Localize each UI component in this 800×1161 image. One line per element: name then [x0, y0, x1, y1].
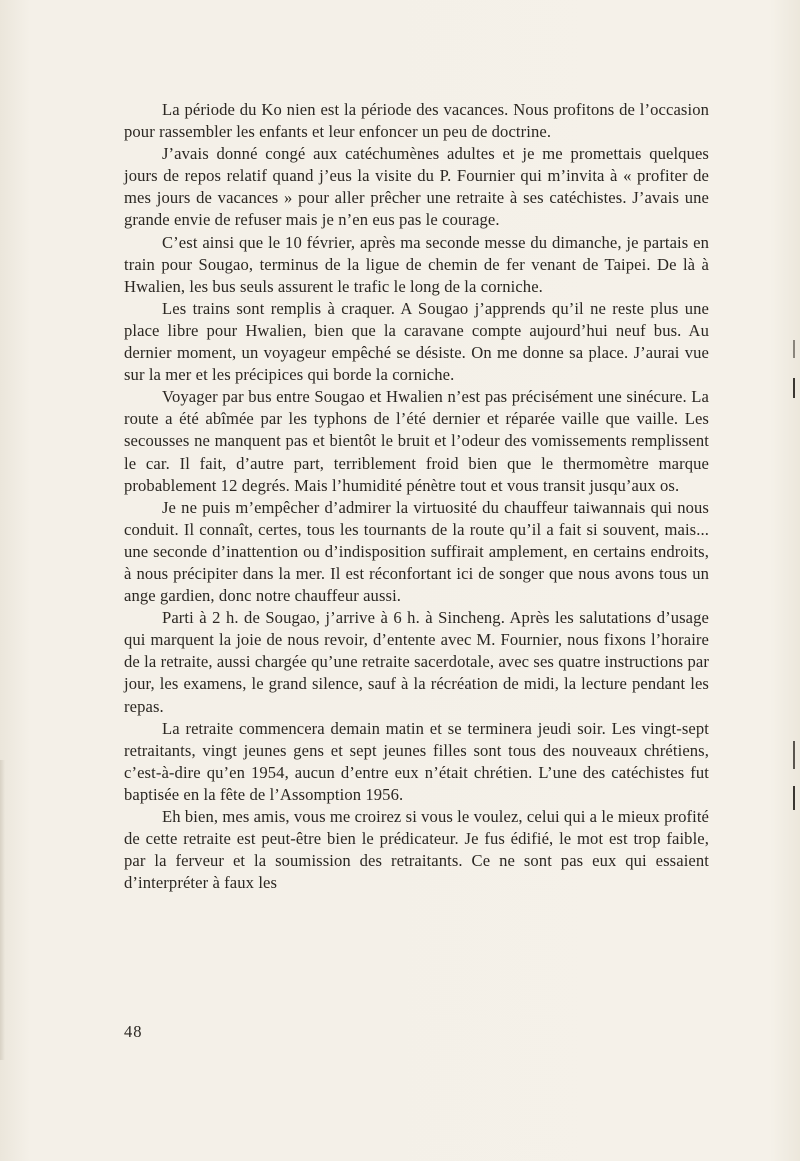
- scan-edge-mark: [793, 340, 795, 358]
- paragraph: La période du Ko nien est la période des vacances. Nous profitons de l’occasion pour rassembler les enfants et leur enfoncer un peu de doctrine.: [124, 100, 709, 142]
- paragraph: J’avais donné congé aux catéchumènes adultes et je me promettais quelques jours de repos relatif quand j’eus la visite du P. Fournier qui m’invita à « profiter de mes jours de vacances » pour aller prêcher une retraite à ses catéchistes. J’avais une grande envie de refuser mais je n’en eus pas le courage.: [124, 144, 709, 230]
- page-edge-shadow: [0, 760, 5, 1060]
- paragraph: C’est ainsi que le 10 février, après ma seconde messe du dimanche, je partais en train pour Sougao, terminus de la ligue de chemin de fer venant de Taipei. De là à Hwalien, les bus seuls assurent le trafic le long de la corniche.: [124, 232, 709, 296]
- paragraph: Les trains sont remplis à craquer. A Sougao j’apprends qu’il ne reste plus une place libre pour Hwalien, bien que la caravane compte aujourd’hui neuf bus. Au dernier moment, un voyageur empêché se désiste. On me donne sa place. J’aurai vue sur la mer et les précipices qui borde la corniche.: [124, 298, 709, 385]
- scan-edge-mark: [793, 741, 795, 769]
- paragraph: Eh bien, mes amis, vous me croirez si vous le voulez, celui qui a le mieux profité de cette retraite est peut-être bien le prédicateur. Je fus édifié, le mot est trop faible, par la ferveur et la soumission des retraitants. Ce ne sont pas eux qui essaient d’interpréter à faux les: [124, 807, 709, 893]
- page-number: 48: [124, 1022, 143, 1041]
- paragraph: Voyager par bus entre Sougao et Hwalien n’est pas précisément une sinécure. La route a été abîmée par les typhons de l’été dernier et réparée vaille que vaille. Les secousses ne manquent pas et bientôt le bruit et l’odeur des vomissements remplissent le car. Il fait, d’autre part, terriblement froid bien que le thermomètre marque probablement 12 degrés. Mais l’humidité pénètre tout et vous transit jusqu’aux os.: [124, 387, 709, 495]
- paragraph: Parti à 2 h. de Sougao, j’arrive à 6 h. à Sincheng. Après les salutations d’usage qui marquent la joie de nous revoir, d’entente avec M. Fournier, nous fixons l’horaire de la retraite, aussi chargée qu’une retraite sacerdotale, avec ses quatre instructions par jour, les examens, le grand silence, sauf à la récréation de midi, la lecture pendant les repas.: [124, 608, 709, 716]
- body-text: [124, 99, 709, 894]
- paragraph: La retraite commencera demain matin et se terminera jeudi soir. Les vingt-sept retraitants, vingt jeunes gens et sept jeunes filles sont tous des nouveaux chrétiens, c’est-à-dire qu’en 1954, aucun d’entre eux n’était chrétien. L’une des catéchistes fut baptisée en la fête de l’Assomption 1956.: [124, 718, 709, 804]
- scan-edge-mark: [793, 786, 795, 810]
- scan-edge-mark: [793, 378, 795, 398]
- paragraph: Je ne puis m’empêcher d’admirer la virtuosité du chauffeur taiwannais qui nous conduit. Il connaît, certes, tous les tournants de la route qu’il a fait si souvent, mais... une seconde d’inattention ou d’indisposition suffirait amplement, en certains endroits, à nous précipiter dans la mer. Il est réconfortant ici de songer que nous avons tous un ange gardien, donc notre chauffeur aussi.: [124, 497, 709, 606]
